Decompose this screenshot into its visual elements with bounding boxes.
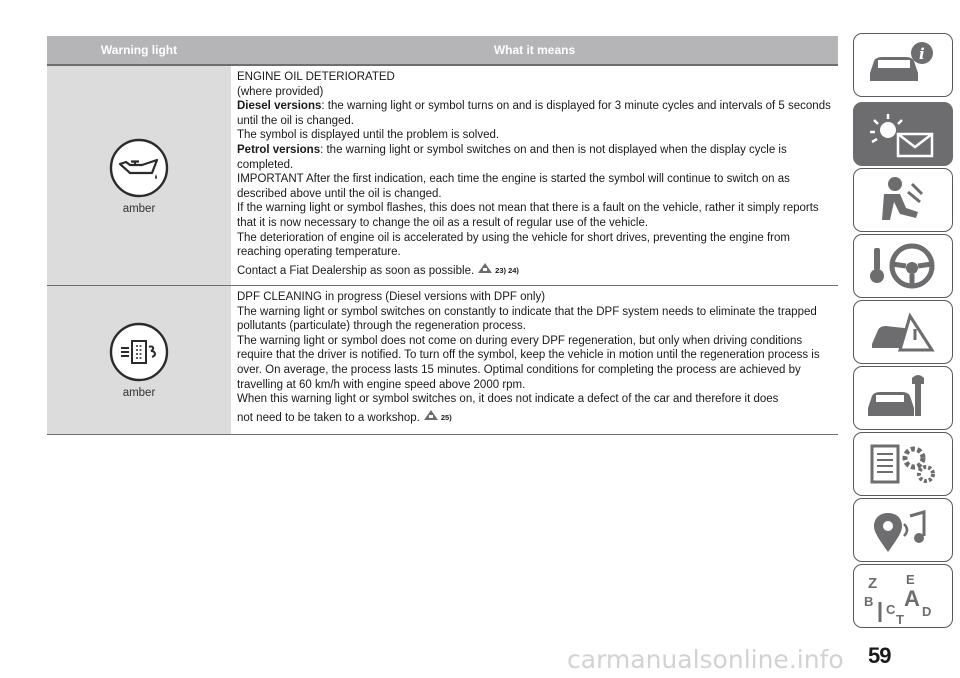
- tab-technical-data[interactable]: [853, 432, 953, 496]
- svg-text:i: i: [919, 45, 925, 63]
- tab-car-info[interactable]: [853, 33, 953, 97]
- meaning-paragraph: Petrol versions: the warning light or symbol switches on and then is not displayed when the display cycle is completed.: [237, 143, 787, 171]
- tab-index[interactable]: [853, 564, 953, 628]
- meaning-last-line: not need to be taken to a workshop. 25): [237, 409, 836, 427]
- meaning-paragraph: ENGINE OIL DETERIORATED: [237, 71, 395, 83]
- meaning-paragraph: DPF CLEANING in progress (Diesel versions with DPF only): [237, 291, 546, 303]
- meaning-last-line: Contact a Fiat Dealership as soon as possible. 23) 24): [237, 262, 836, 280]
- meaning-paragraph: If the warning light or symbol flashes, this does not mean that there is a fault on the vehicle, rather it simply reports that it is now necessary to change the oil as a result of regular use of the vehicle.: [237, 202, 819, 229]
- tab-multimedia[interactable]: [853, 498, 953, 562]
- meaning-paragraph: Diesel versions: the warning light or symbol turns on and is displayed for 3 minute cycles and intervals of 5 seconds until the oil is changed.: [237, 100, 831, 127]
- tab-safety[interactable]: [853, 168, 953, 232]
- meaning-paragraph: The deterioration of engine oil is accelerated by using the vehicle for short drives, preventing the engine from reaching operating temperature.: [237, 231, 790, 259]
- tab-starting-driving[interactable]: [853, 234, 953, 298]
- index-icon: [860, 568, 946, 624]
- meaning-cell: [231, 286, 838, 434]
- emergency-icon: [860, 304, 946, 360]
- technical-data-icon: [860, 436, 946, 492]
- table-row: [47, 286, 838, 435]
- meaning-paragraph: The warning light or symbol does not come on during every DPF regeneration, but only when driving conditions require that the driver is notified. To turn off the symbol, keep the vehicle in motion until the regeneration process is over. On average, the process lasts 15 minutes. Optimal conditions for completing the process are achieved by travelling at 60 km/h with engine speed above 2000 rpm.: [237, 334, 820, 391]
- index-letter: E: [906, 572, 915, 587]
- index-letter: D: [922, 604, 932, 619]
- index-letter: C: [886, 602, 896, 617]
- tab-emergency[interactable]: [853, 300, 953, 364]
- safety-icon: [860, 172, 946, 228]
- meaning-paragraph: The warning light or symbol switches on constantly to indicate that the DPF system needs to eliminate the trapped pollutants (particulate) through the regeneration process.: [237, 305, 817, 333]
- warning-light-cell: [47, 66, 231, 285]
- table-row: [47, 66, 838, 286]
- warning-lights-icon: [860, 106, 946, 162]
- warning-light-cell: [47, 286, 231, 434]
- meaning-paragraph: When this warning light or symbol switches on, it does not indicate a defect of the car and therefore it does: [237, 393, 779, 406]
- meaning-paragraph: The symbol is displayed until the problem is solved.: [237, 129, 500, 142]
- dpf-filter-icon: [108, 321, 170, 383]
- index-letter: A: [904, 586, 920, 611]
- reference-notes: 23) 24): [495, 265, 519, 275]
- watermark: carmanualsonline.info: [567, 645, 844, 674]
- index-letter: T: [896, 612, 904, 624]
- color-label: amber: [122, 387, 156, 399]
- tab-warning-lights[interactable]: [853, 102, 953, 166]
- warning-triangle-icon: [477, 262, 493, 274]
- tab-maintenance[interactable]: [853, 366, 953, 430]
- multimedia-icon: [860, 502, 946, 558]
- warning-lights-table: [47, 36, 838, 435]
- header-warning-light: Warning light: [100, 43, 178, 57]
- table-header: [47, 36, 838, 66]
- starting-driving-icon: [860, 238, 946, 294]
- header-what-it-means: What it means: [493, 43, 576, 57]
- page-number: 59: [868, 643, 891, 668]
- maintenance-icon: [860, 370, 946, 426]
- meaning-cell: [231, 66, 838, 285]
- index-letter: B: [864, 594, 874, 609]
- meaning-paragraph: (where provided): [237, 85, 324, 98]
- warning-triangle-icon: [423, 409, 439, 421]
- car-info-icon: [860, 37, 946, 93]
- engine-oil-can-icon: [108, 137, 170, 199]
- reference-notes: 25): [440, 412, 452, 422]
- meaning-paragraph: IMPORTANT After the first indication, each time the engine is started the symbol will continue to switch on as described above until the oil is changed.: [237, 173, 790, 200]
- color-label: amber: [122, 202, 156, 215]
- index-letter: Z: [868, 575, 878, 592]
